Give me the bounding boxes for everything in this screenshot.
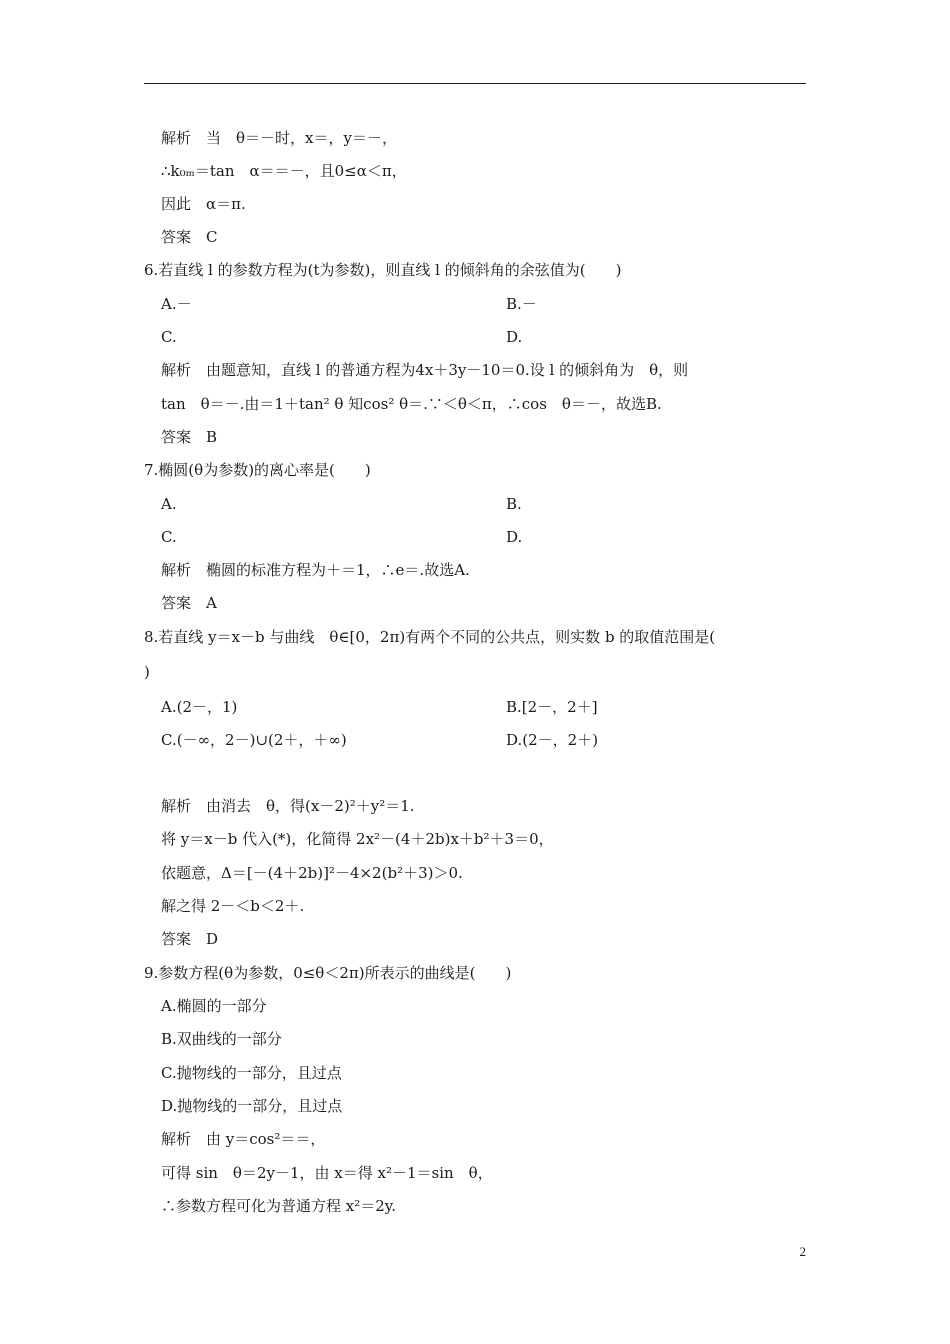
option-c: C.抛物线的一部分，且过点: [161, 1064, 342, 1082]
answer-line: 答案 A: [161, 594, 217, 612]
option-d: D.: [506, 528, 523, 546]
text-line: 解析 当 θ＝－时，x＝，y＝－，: [161, 129, 397, 147]
text-line: ∴k₀ₘ＝tan α＝＝－，且0≤α＜π，: [161, 162, 407, 180]
text-line: 可得 sin θ＝2y－1，由 x＝得 x²－1＝sin θ，: [161, 1164, 493, 1182]
answer-line: 答案 B: [161, 428, 218, 446]
option-c: C.(－∞，2－)∪(2＋，＋∞): [161, 731, 347, 749]
option-b: B.－: [506, 295, 537, 313]
option-b: B.[2－，2＋]: [506, 698, 598, 716]
text-line: ∴参数方程可化为普通方程 x²＝2y.: [161, 1197, 397, 1215]
option-a: A.椭圆的一部分: [161, 997, 267, 1015]
answer-line: 答案 C: [161, 228, 218, 246]
question-8: 8.若直线 y＝x－b 与曲线 θ∈[0，2π)有两个不同的公共点，则实数 b 的取值范围是(: [144, 628, 716, 646]
question-6: 6.若直线 l 的参数方程为(t为参数)，则直线 l 的倾斜角的余弦值为( ): [144, 261, 622, 279]
option-d: D.(2－，2＋): [506, 731, 599, 749]
question-7: 7.椭圆(θ为参数)的离心率是( ): [144, 461, 371, 479]
option-a: A.－: [161, 295, 192, 313]
option-a: A.: [161, 495, 177, 513]
text-line: 依题意，Δ＝[－(4＋2b)]²－4×2(b²＋3)＞0.: [161, 864, 463, 882]
option-b: B.: [506, 495, 522, 513]
option-c: C.: [161, 328, 177, 346]
text-line: 解析 由消去 θ，得(x－2)²＋y²＝1.: [161, 797, 415, 815]
page-number: 2: [799, 1244, 806, 1259]
text-line: 将 y＝x－b 代入(*)，化简得 2x²－(4＋2b)x＋b²＋3＝0，: [161, 830, 554, 848]
option-b: B.双曲线的一部分: [161, 1030, 282, 1048]
option-c: C.: [161, 528, 177, 546]
text-line: 因此 α＝π.: [161, 195, 246, 213]
text-line: 解析 椭圆的标准方程为＋＝1，∴e＝.故选A.: [161, 561, 470, 579]
answer-line: 答案 D: [161, 930, 219, 948]
option-d: D.抛物线的一部分，且过点: [161, 1097, 343, 1115]
option-d: D.: [506, 328, 523, 346]
text-line: 解之得 2－＜b＜2＋.: [161, 897, 305, 915]
option-a: A.(2－，1): [161, 698, 238, 716]
question-9: 9.参数方程(θ为参数，0≤θ＜2π)所表示的曲线是( ): [144, 964, 512, 982]
text-line: tan θ＝－.由＝1＋tan² θ 知cos² θ＝.∵＜θ＜π，∴cos θ＝－，故选B.: [161, 395, 662, 413]
header-rule: [144, 83, 806, 84]
text-line: 解析 由题意知，直线 l 的普通方程为4x＋3y－10＝0.设 l 的倾斜角为 θ，则: [161, 361, 689, 379]
text-line: ): [144, 663, 150, 681]
text-line: 解析 由 y＝cos²＝＝，: [161, 1130, 326, 1148]
